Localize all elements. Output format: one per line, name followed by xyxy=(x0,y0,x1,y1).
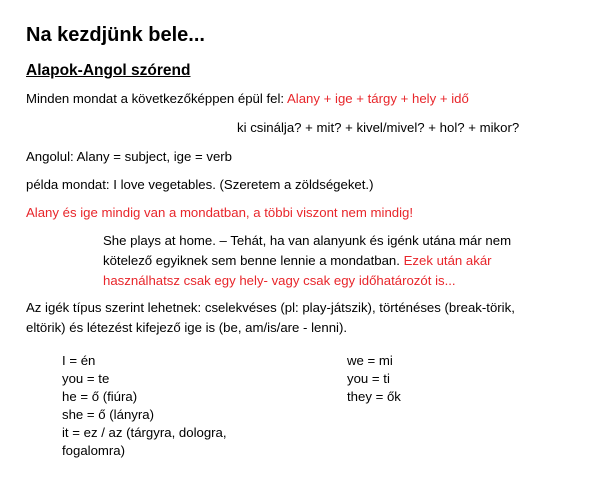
pronoun-item: they = ők xyxy=(347,389,401,404)
english-terms-line: Angolul: Alany = subject, ige = verb xyxy=(26,149,233,164)
verb-types-block xyxy=(26,298,586,338)
verb-types-line-1: Az igék típus szerint lehetnek: cselekvéses (pl: play-játszik), történéses (break-törik, xyxy=(26,300,515,315)
pronoun-item: it = ez / az (tárgyra, dologra, xyxy=(62,425,227,440)
pronouns-singular-list xyxy=(62,352,227,460)
example-line-2-text: kötelező egyiknek sem benne lennie a mondatban. xyxy=(103,253,404,268)
verb-types-line-2: eltörik) és létezést kifejező ige is (be, am/is/are - lenni). xyxy=(26,320,348,335)
pronoun-item: he = ő (fiúra) xyxy=(62,389,138,404)
pronoun-item: you = ti xyxy=(347,371,390,386)
pronouns-plural-list xyxy=(347,352,401,406)
pronoun-item: fogalomra) xyxy=(62,443,126,458)
example-line-3: használhatsz csak egy hely- vagy csak egy időhatározót is... xyxy=(103,273,456,288)
pronoun-item: you = te xyxy=(62,371,110,386)
page-title: Na kezdjünk bele... xyxy=(26,24,205,46)
sentence-structure-formula: Alany + ige + tárgy + hely + idő xyxy=(287,91,469,106)
pronoun-item: I = én xyxy=(62,353,96,368)
pronoun-item: we = mi xyxy=(347,353,393,368)
example-line-2 xyxy=(103,251,543,271)
example-sentence-line: példa mondat: I love vegetables. (Szeretem a zöldségeket.) xyxy=(26,177,374,192)
rule-warning-line: Alany és ige mindig van a mondatban, a többi viszont nem mindig! xyxy=(26,205,414,220)
pronoun-item: she = ő (lányra) xyxy=(62,407,154,422)
sentence-structure-line xyxy=(26,89,469,109)
example-explanation-block xyxy=(103,231,543,291)
example-line-1: She plays at home. – Tehát, ha van alanyunk és igénk utána már nem xyxy=(103,233,512,248)
section-subtitle: Alapok-Angol szórend xyxy=(26,62,191,79)
question-formula-line: ki csinálja? + mit? + kivel/mivel? + hol? + mikor? xyxy=(237,120,520,135)
sentence-structure-text: Minden mondat a következőképpen épül fel: xyxy=(26,91,287,106)
example-line-2-red: Ezek után akár xyxy=(403,253,492,268)
